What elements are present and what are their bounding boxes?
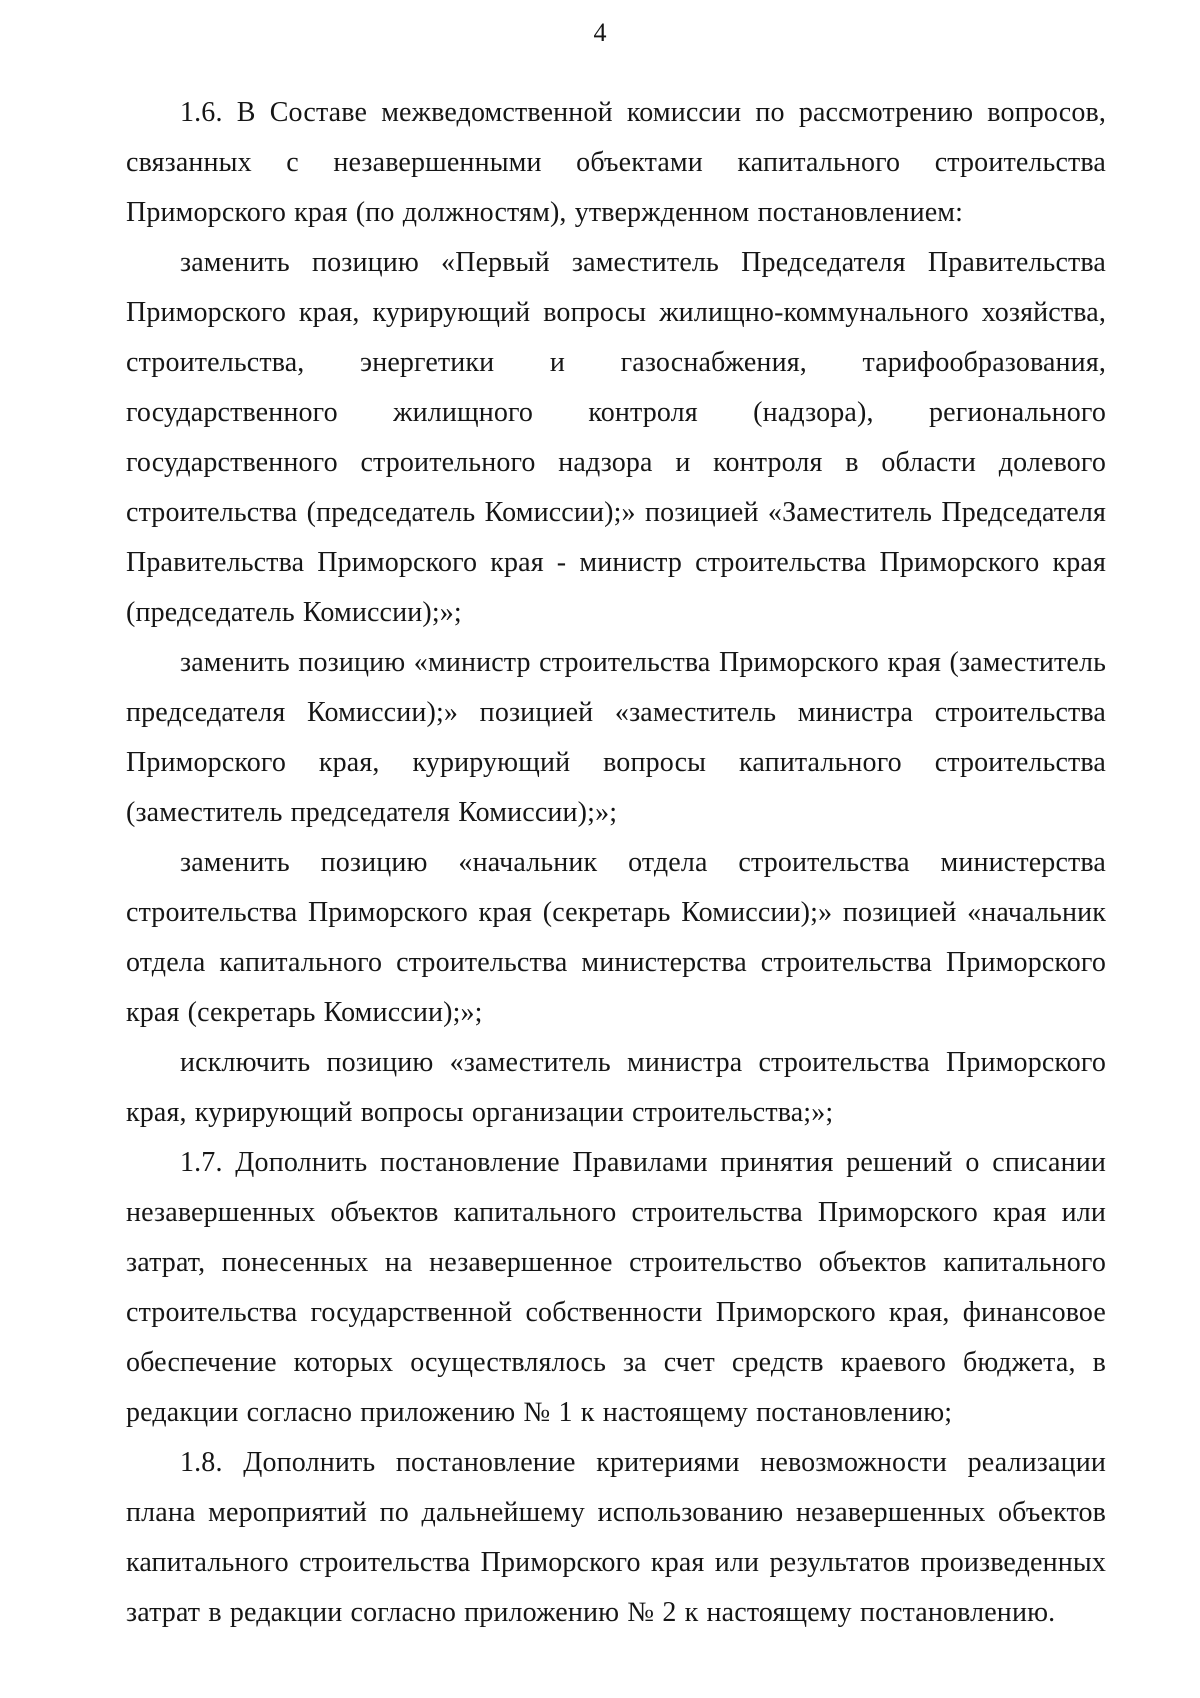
- paragraph-replace-minister: заменить позицию «министр строительства Приморского края (заместитель председателя Комиссии);» позицией «заместитель министра строительства Приморского края, курирующий вопросы капитального строительства (заместитель председателя Комиссии);»;: [126, 647, 1106, 828]
- paragraph-replace-first-deputy: заменить позицию «Первый заместитель Председателя Правительства Приморского края, курирующий вопросы жилищно-коммунального хозяйства, строительства, энергетики и газоснабжения, тарифообразования, государственного жилищного контроля (надзора), регионального государственного строительного надзора и контроля в области долевого строительства (председатель Комиссии);» позицией «Заместитель Председателя Правительства Приморского края - министр строительства Приморского края (председатель Комиссии);»;: [126, 247, 1106, 628]
- paragraph-1-8: 1.8. Дополнить постановление критериями невозможности реализации плана мероприятий по дальнейшему использованию незавершенных объектов капитального строительства Приморского края или результатов произведенных затрат в редакции согласно приложению № 2 к настоящему постановлению.: [126, 1447, 1106, 1628]
- paragraph-replace-department-head: заменить позицию «начальник отдела строительства министерства строительства Приморского края (секретарь Комиссии);» позицией «начальник отдела капитального строительства министерства строительства Приморского края (секретарь Комиссии);»;: [126, 847, 1106, 1028]
- paragraph-1-7: 1.7. Дополнить постановление Правилами принятия решений о списании незавершенных объектов капитального строительства Приморского края или затрат, понесенных на незавершенное строительство объектов капитального строительства государственной собственности Приморского края, финансовое обеспечение которых осуществлялось за счет средств краевого бюджета, в редакции согласно приложению № 1 к настоящему постановлению;: [126, 1147, 1106, 1428]
- document-body: [126, 88, 1106, 1638]
- paragraph-1-6: 1.6. В Составе межведомственной комиссии по рассмотрению вопросов, связанных с незавершенными объектами капитального строительства Приморского края (по должностям), утвержденном постановлением:: [126, 97, 1106, 228]
- paragraph-exclude-deputy-minister: исключить позицию «заместитель министра строительства Приморского края, курирующий вопросы организации строительства;»;: [126, 1047, 1106, 1128]
- page-number: 4: [593, 18, 607, 47]
